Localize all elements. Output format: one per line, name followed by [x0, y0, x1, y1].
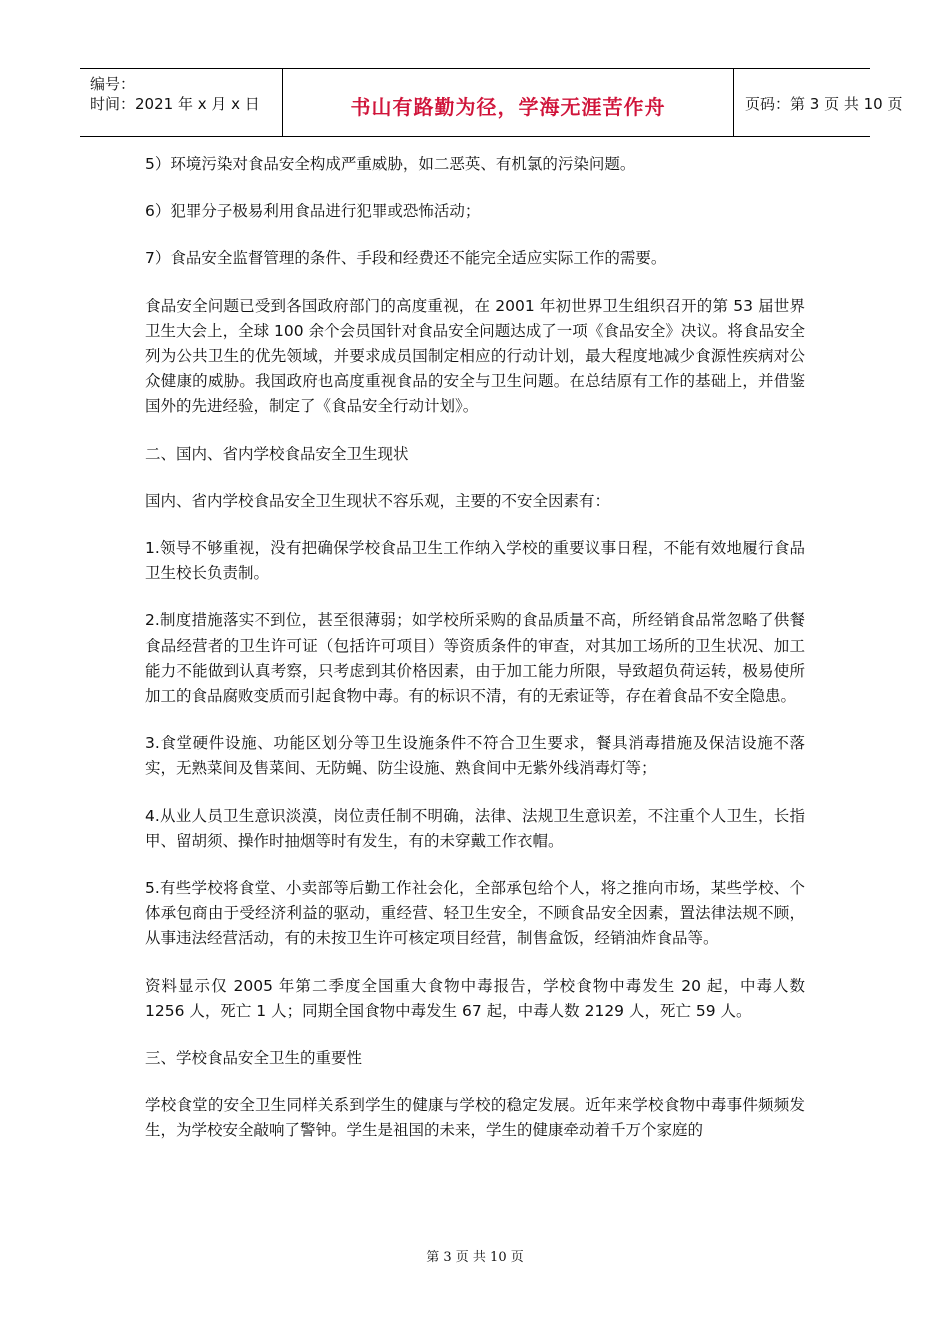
section-heading-2: 二、国内、省内学校食品安全卫生现状	[145, 444, 409, 463]
page-header	[80, 68, 903, 137]
paragraph-factor-5: 5.有些学校将食堂、小卖部等后勤工作社会化，全部承包给个人，将之推向市场，某些学校、个体承包商由于受经济利益的驱动，重经营、轻卫生安全，不顾食品安全因素，置法律法规不顾，从事违法经营活动，有的未按卫生许可核定项目经营，制售盒饭，经销油炸食品等。	[145, 879, 805, 948]
paragraph-importance: 学校食堂的安全卫生同样关系到学生的健康与学校的稳定发展。近年来学校食物中毒事件频频发生，为学校安全敲响了警钟。学生是祖国的未来，学生的健康牵动着千万个家庭的	[145, 1096, 805, 1140]
header-page-cell	[733, 69, 903, 136]
paragraph-factor-4: 4.从业人员卫生意识淡漠，岗位责任制不明确，法律、法规卫生意识差，不注重个人卫生，长指甲、留胡须、操作时抽烟等时有发生，有的未穿戴工作衣帽。	[145, 806, 805, 850]
paragraph-statistics: 资料显示仅 2005 年第二季度全国重大食物中毒报告，学校食物中毒发生 20 起，中毒人数 1256 人，死亡 1 人；同期全国食物中毒发生 67 起，中毒人数 2129 人，死亡 59 人。	[145, 976, 805, 1020]
header-motto-cell	[282, 69, 734, 136]
document-body	[145, 152, 805, 1166]
paragraph-intro-factors: 国内、省内学校食品安全卫生现状不容乐观，主要的不安全因素有：	[145, 491, 611, 510]
paragraph-factor-1: 1.领导不够重视，没有把确保学校食品卫生工作纳入学校的重要议事日程，不能有效地履行食品卫生校长负责制。	[145, 539, 805, 583]
paragraph-factor-3: 3.食堂硬件设施、功能区划分等卫生设施条件不符合卫生要求，餐具消毒措施及保洁设施不落实，无熟菜间及售菜间、无防蝇、防尘设施、熟食间中无紫外线消毒灯等；	[145, 734, 805, 778]
page-footer: 第 3 页 共 10 页	[426, 1250, 524, 1265]
paragraph-item-5: 5）环境污染对食品安全构成严重威胁，如二恶英、有机氯的污染问题。	[145, 155, 636, 173]
header-meta	[80, 69, 282, 136]
header-motto: 书山有路勤为径，学海无涯苦作舟	[350, 95, 666, 119]
header-number-label: 编号：	[90, 75, 136, 93]
paragraph-who-resolution: 食品安全问题已受到各国政府部门的高度重视，在 2001 年初世界卫生组织召开的第 53 届世界卫生大会上，全球 100 余个会员国针对食品安全问题达成了一项《食品安全》决议。将食品安全列为公共卫生的优先领域，并要求成员国制定相应的行动计划，最大程度地减少食源性疾病对公众健康的威胁。我国政府也高度重视食品的安全与卫生问题。在总结原有工作的基础上，并借鉴国外的先进经验，制定了《食品安全行动计划》。	[145, 296, 805, 416]
paragraph-item-7: 7）食品安全监督管理的条件、手段和经费还不能完全适应实际工作的需要。	[145, 249, 667, 268]
paragraph-item-6: 6）犯罪分子极易利用食品进行犯罪或恐怖活动；	[145, 202, 481, 221]
paragraph-factor-2: 2.制度措施落实不到位，甚至很薄弱；如学校所采购的食品质量不高，所经销食品常忽略了供餐食品经营者的卫生许可证（包括许可项目）等资质条件的审查，对其加工场所的卫生状况、加工能力不能做到认真考察，只考虑到其价格因素，由于加工能力所限，导致超负荷运转，极易使所加工的食品腐败变质而引起食物中毒。有的标识不清，有的无索证等，存在着食品不安全隐患。	[145, 611, 805, 706]
header-date-label: 时间：2021 年 x 月 x 日	[90, 95, 260, 113]
section-heading-3: 三、学校食品安全卫生的重要性	[145, 1049, 363, 1068]
header-page-label: 页码：第 3 页 共 10 页	[745, 95, 903, 113]
